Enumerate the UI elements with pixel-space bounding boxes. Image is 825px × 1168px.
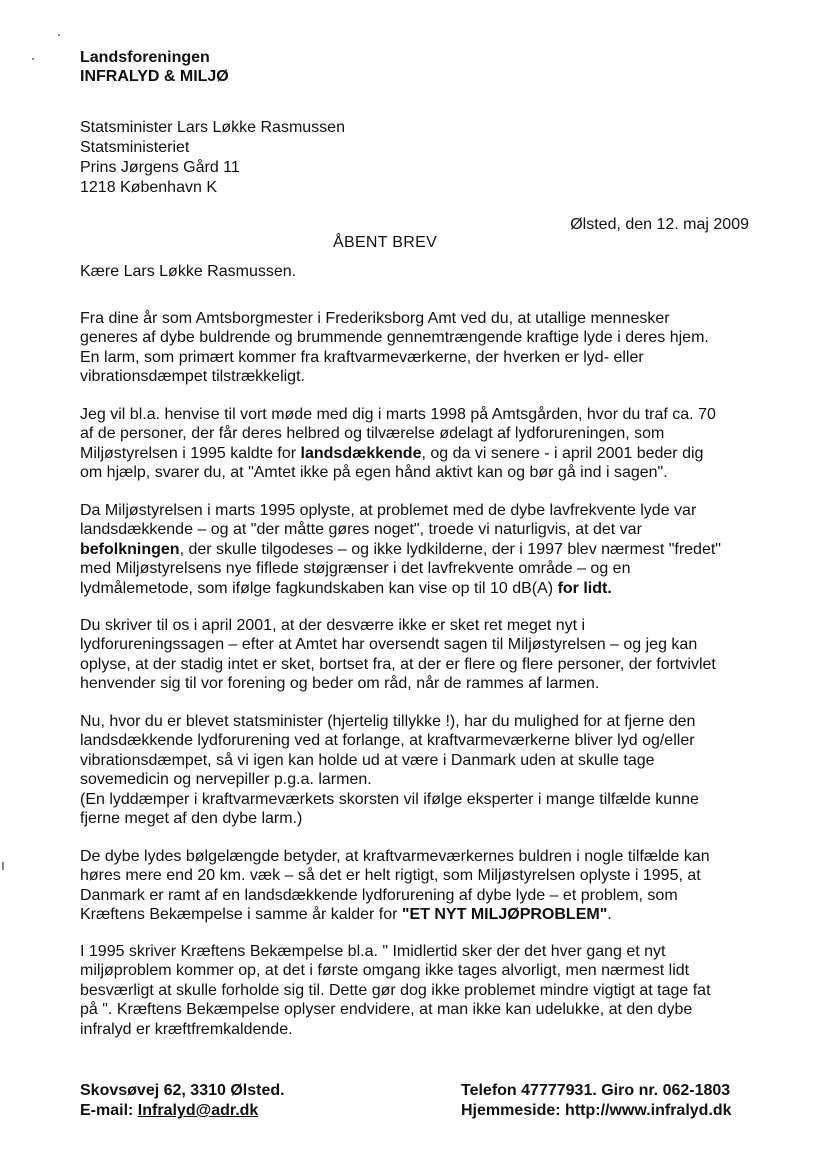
p2-text: Miljøstyrelsen i 1995 kaldte for: [80, 444, 301, 462]
salutation: Kære Lars Løkke Rasmussen.: [80, 263, 297, 280]
p1-line: En larm, som primært kommer fra kraftvarmeværkerne, der hverken er lyd- eller: [80, 348, 644, 366]
p5-line: fjerne meget af den dybe larm.): [80, 810, 303, 828]
p5-line: Nu, hvor du er blevet statsminister (hjertelig tillykke !), har du mulighed for at fjerne den: [80, 713, 696, 730]
p6-line: Danmark er ramt af en landsdækkende lydforurening af dybe lyde – et problem, som: [80, 886, 678, 904]
scan-speck: [58, 34, 60, 36]
p6-line: De dybe lydes bølgelængde betyder, at kraftvarmeværkernes buldren i nogle tilfælde kan: [80, 848, 710, 865]
letterhead: [80, 48, 229, 86]
paragraph-4: [80, 616, 752, 694]
p5-line: (En lyddæmper i kraftvarmeværkets skorsten vil ifølge eksperter i mange tilfælde kunne: [80, 790, 699, 808]
p4-line: oplyse, at der stadig intet er sket, bortset fra, at der er flere og flere personer, der fortvivlet: [80, 655, 716, 673]
p4-line: Du skriver til os i april 2001, at der desværre ikke er sket ret meget nyt i: [80, 617, 586, 634]
p5-line: vibrationsdæmpet, så vi igen kan holde ud at være i Danmark uden at skulle tage: [80, 751, 655, 769]
p3-line: Da Miljøstyrelsen i marts 1995 oplyste, at problemet med de dybe lavfrekvente lyde var: [80, 502, 697, 519]
p2-line: om hjælp, svarer du, at "Amtet ikke på egen hånd aktivt kan og bør gå ind i sagen".: [80, 464, 668, 482]
p3-line: [80, 579, 752, 598]
p7-line: infralyd er kræftfremkaldende.: [80, 1020, 293, 1038]
scan-speck: [2, 862, 4, 870]
footer-address: Skovsøvej 62, 3310 Ølsted.: [80, 1082, 285, 1099]
p3-line: med Miljøstyrelsens nye fiflede støjgrænser i det lavfrekvente område – og en: [80, 560, 631, 578]
p2-text: , og da vi senere - i april 2001 beder dig: [421, 444, 704, 462]
p6-line: høres mere end 20 km. væk – så det er helt rigtigt, som Miljøstyrelsen oplyste i 1995, at: [80, 867, 701, 885]
p3-line: landsdækkende – og at "der måtte gøres noget", troede vi naturligvis, at det var: [80, 521, 642, 539]
letter-title: ÅBENT BREV: [333, 234, 438, 251]
footer-email-line: [80, 1101, 285, 1121]
email-link[interactable]: Infralyd@adr.dk: [137, 1102, 259, 1119]
p7-line: miljøproblem kommer op, at det i første omgang ikke tages alvorligt, men nærmest lidt: [80, 962, 690, 980]
p3-line: [80, 540, 752, 559]
p1-line: vibrationsdæmpet tilstrækkeligt.: [80, 368, 305, 386]
p2-line: Jeg vil bl.a. henvise til vort møde med dig i marts 1998 på Amtsgården, hvor du traf ca. 70: [80, 406, 716, 423]
org-name-line1: Landsforeningen: [80, 49, 210, 66]
paragraph-5: [80, 712, 752, 828]
paragraph-7: [80, 942, 752, 1039]
p4-line: lydforureningssagen – efter at Amtet har oversendt sagen til Miljøstyrelsen – og jeg kan: [80, 636, 698, 654]
recipient-name: Statsminister Lars Løkke Rasmussen: [80, 119, 345, 136]
p7-line: besværligt at skulle forholde sig til. Dette gør dog ikke problemet mindre vigtigt at tage fat: [80, 981, 711, 999]
footer-contact-right: [461, 1081, 732, 1121]
footer-email-label: E-mail:: [80, 1102, 138, 1119]
scan-speck: [32, 58, 34, 60]
p1-line: generes af dybe buldrende og brummende gennemtrængende kraftige lyde i deres hjem.: [80, 329, 709, 347]
p7-line: på ". Kræftens Bekæmpelse oplyser endvidere, at man ikke kan udelukke, at den dybe: [80, 1001, 693, 1019]
paragraph-1: [80, 309, 752, 387]
footer-contact-left: [80, 1081, 285, 1121]
p6-emphasis: "ET NYT MILJØPROBLEM": [401, 906, 608, 924]
paragraph-3: [80, 501, 752, 598]
p3-emphasis: for lidt.: [557, 579, 612, 597]
p2-line: af de personer, der får deres helbred og tilværelse ødelagt af lydforureningen, som: [80, 425, 665, 443]
paragraph-6: [80, 847, 752, 925]
p5-line: sovemedicin og nervepiller p.g.a. larmen.: [80, 771, 372, 789]
recipient-city: 1218 København K: [80, 179, 217, 196]
p5-line: landsdækkende lydforurening ved at forlange, at kraftvarmeværkerne bliver lyd og/eller: [80, 732, 695, 750]
recipient-address: [80, 118, 345, 198]
recipient-street: Prins Jørgens Gård 11: [80, 159, 240, 176]
footer-phone: Telefon 47777931. Giro nr. 062-1803: [461, 1082, 731, 1099]
p7-line: I 1995 skriver Kræftens Bekæmpelse bl.a. " Imidlertid sker der det hver gang et nyt: [80, 943, 666, 960]
p6-line: [80, 905, 752, 924]
org-name-line2: INFRALYD & MILJØ: [80, 68, 229, 85]
footer-website: Hjemmeside: http://www.infralyd.dk: [461, 1102, 732, 1119]
recipient-office: Statsministeriet: [80, 139, 190, 156]
p3-text: lydmålemetode, som ifølge fagkundskaben kan vise op til 10 dB(A): [80, 579, 558, 597]
p6-text: Kræftens Bekæmpelse i samme år kalder for: [80, 906, 402, 924]
p2-emphasis: landsdækkende: [300, 444, 422, 462]
paragraph-2: [80, 405, 752, 483]
p4-line: henvender sig til vor forening og beder om råd, når de rammes af larmen.: [80, 675, 600, 693]
p1-line: Fra dine år som Amtsborgmester i Frederiksborg Amt ved du, at utallige mennesker: [80, 310, 670, 327]
p6-text: .: [607, 906, 612, 924]
p2-line: [80, 444, 752, 463]
p3-emphasis: befolkningen: [80, 540, 180, 558]
date-line: Ølsted, den 12. maj 2009: [570, 216, 749, 233]
p3-text: , der skulle tilgodeses – og ikke lydkilderne, der i 1997 blev nærmest "fredet": [179, 540, 721, 558]
